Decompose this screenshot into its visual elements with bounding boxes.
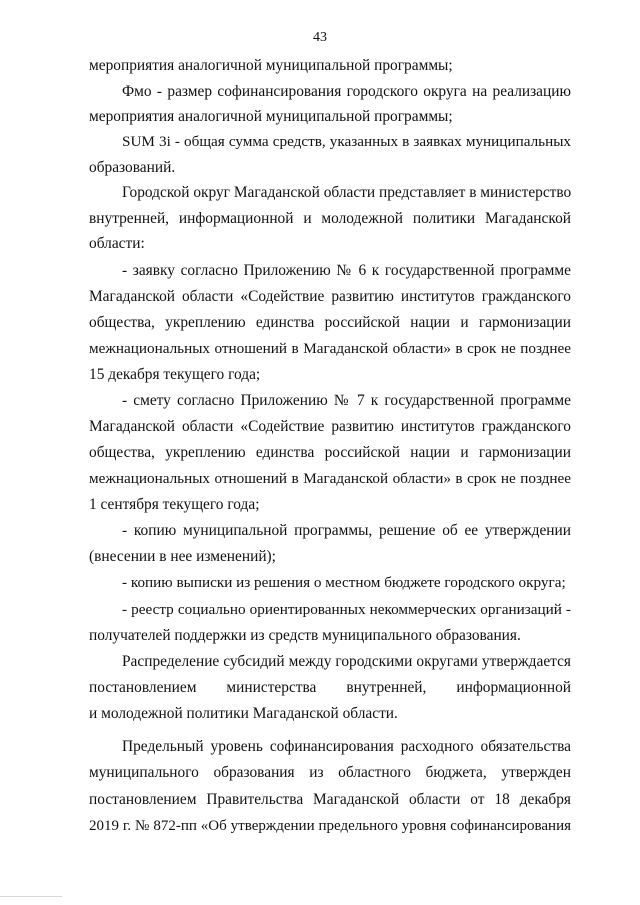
text-line: постановлением Правительства Магаданской области от 18 декабря [89,791,571,808]
text-line: Распределение субсидий между городскими округами утверждается [122,653,571,670]
text-line: мероприятия аналогичной муниципальной программы; [89,57,453,74]
text-line: Магаданской области «Содействие развитию институтов гражданского [89,418,571,435]
text-line: Городской округ Магаданской области представляет в министерство [122,184,572,201]
text-line: межнациональных отношений в Магаданской области» в срок не позднее [89,470,571,487]
text-line: Фмо - размер софинансирования городского округа на реализацию [122,83,571,100]
text-line: мероприятия аналогичной муниципальной программы; [89,108,453,125]
text-line: 2019 г. № 872-пп «Об утверждении предельного уровня софинансирования [89,818,571,834]
text-line: образований. [89,159,176,176]
text-line: - заявку согласно Приложению № 6 к государственной программе [122,262,571,279]
text-line: 1 сентября текущего года; [89,496,260,513]
text-line: (внесении в нее изменений); [89,548,276,565]
text-line: общества, укреплению единства российской нации и гармонизации [89,444,571,461]
text-line: постановлением министерства внутренней, информационной [89,679,571,696]
text-line: 15 декабря текущего года; [89,366,261,383]
text-line: получателей поддержки из средств муниципального образования. [89,627,521,644]
page-number: 43 [313,30,327,45]
text-line: общества, укреплению единства российской нации и гармонизации [89,314,571,331]
text-line: области: [89,235,145,252]
text-line: межнациональных отношений в Магаданской области» в срок не позднее [89,340,571,357]
text-line: SUM 3i - общая сумма средств, указанных в заявках муниципальных [122,133,571,150]
text-line: - копию выписки из решения о местном бюджете городского округа; [122,574,566,591]
text-line: Магаданской области «Содействие развитию институтов гражданского [89,288,571,305]
text-line: - копию муниципальной программы, решение об ее утверждении [122,522,571,539]
text-line: - реестр социально ориентированных некоммерческих организаций - [122,601,571,618]
text-line: и молодежной политики Магаданской области. [89,705,398,722]
text-line: муниципального образования из областного бюджета, утвержден [89,764,571,781]
text-line: Предельный уровень софинансирования расходного обязательства [122,738,571,755]
scan-edge-line [0,896,62,897]
text-line: внутренней, информационной и молодежной политики Магаданской [89,210,571,227]
text-line: - смету согласно Приложению № 7 к государственной программе [122,392,571,409]
